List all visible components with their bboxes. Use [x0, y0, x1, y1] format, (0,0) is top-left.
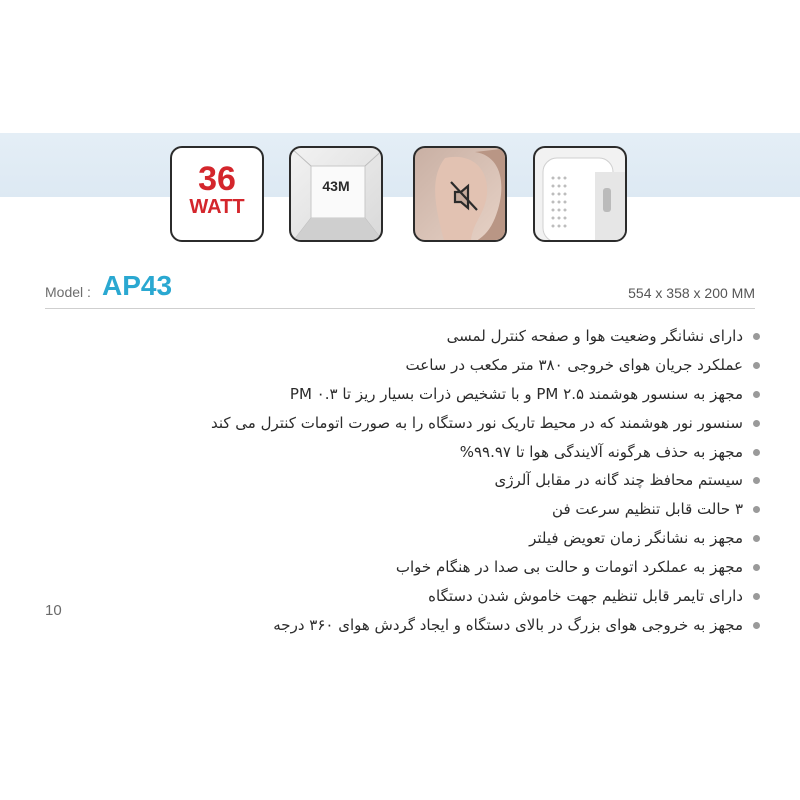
feature-text: سنسور نور هوشمند که در محیط تاریک نور دستگاه را به صورت اتومات کنترل می کند: [210, 413, 743, 432]
feature-item: [120, 611, 760, 640]
room-size-label: 43M: [322, 178, 350, 194]
feature-text: عملکرد جریان هوای خروجی ۳۸۰ متر مکعب در ساعت: [405, 355, 743, 374]
bullet-icon: [753, 449, 760, 456]
feature-tiles: [0, 146, 800, 246]
bullet-icon: [753, 593, 760, 600]
room-icon: [291, 148, 383, 242]
feature-text: سیستم محافظ چند گانه در مقابل آلرژی: [494, 471, 743, 490]
feature-item: [120, 524, 760, 553]
page-number: 10: [45, 602, 62, 619]
feature-item: [120, 409, 760, 438]
feature-text: مجهز به نشانگر زمان تعویض فیلتر: [529, 529, 743, 548]
bullet-icon: [753, 622, 760, 629]
bullet-icon: [753, 420, 760, 427]
feature-item: [120, 466, 760, 495]
feature-item: [120, 380, 760, 409]
feature-list: [120, 322, 760, 640]
feature-item: [120, 553, 760, 582]
bullet-icon: [753, 506, 760, 513]
silent-mode-tile: [413, 146, 507, 242]
bullet-icon: [753, 477, 760, 484]
bullet-icon: [753, 535, 760, 542]
feature-text: مجهز به عملکرد اتومات و حالت بی صدا در هنگام خواب: [395, 558, 743, 577]
feature-text: مجهز به سنسور هوشمند PM ۲.۵ و با تشخیص ذرات بسیار ریز تا PM ۰.۳: [289, 384, 743, 403]
room-size-tile: [289, 146, 383, 242]
feature-text: مجهز به حذف هرگونه آلایندگی هوا تا ۹۹.۹۷%: [459, 442, 743, 461]
feature-item: [120, 495, 760, 524]
divider: [45, 308, 755, 309]
air-purifier-icon: [535, 148, 627, 242]
power-tile: [170, 146, 264, 242]
model-name: AP43: [102, 270, 173, 301]
feature-text: مجهز به خروجی هوای بزرگ در بالای دستگاه و ایجاد گردش هوای ۳۶۰ درجه: [273, 615, 743, 634]
feature-item: [120, 322, 760, 351]
feature-item: [120, 351, 760, 380]
feature-text: دارای نشانگر وضعیت هوا و صفحه کنترل لمسی: [446, 327, 743, 345]
muted-speaker-icon: [415, 148, 507, 242]
model-row: [45, 270, 755, 310]
device-tile: [533, 146, 627, 242]
bullet-icon: [753, 391, 760, 398]
power-value: 36: [198, 160, 236, 198]
feature-item: [120, 582, 760, 611]
model-label: Model :: [45, 284, 91, 300]
bullet-icon: [753, 564, 760, 571]
feature-item: [120, 438, 760, 467]
power-unit: WATT: [189, 196, 245, 218]
dimensions: 554 x 358 x 200 MM: [628, 285, 755, 301]
feature-text: دارای تایمر قابل تنظیم جهت خاموش شدن دستگاه: [428, 587, 743, 606]
bullet-icon: [753, 362, 760, 369]
bullet-icon: [753, 333, 760, 340]
feature-text: ۳ حالت قابل تنظیم سرعت فن: [552, 500, 743, 519]
